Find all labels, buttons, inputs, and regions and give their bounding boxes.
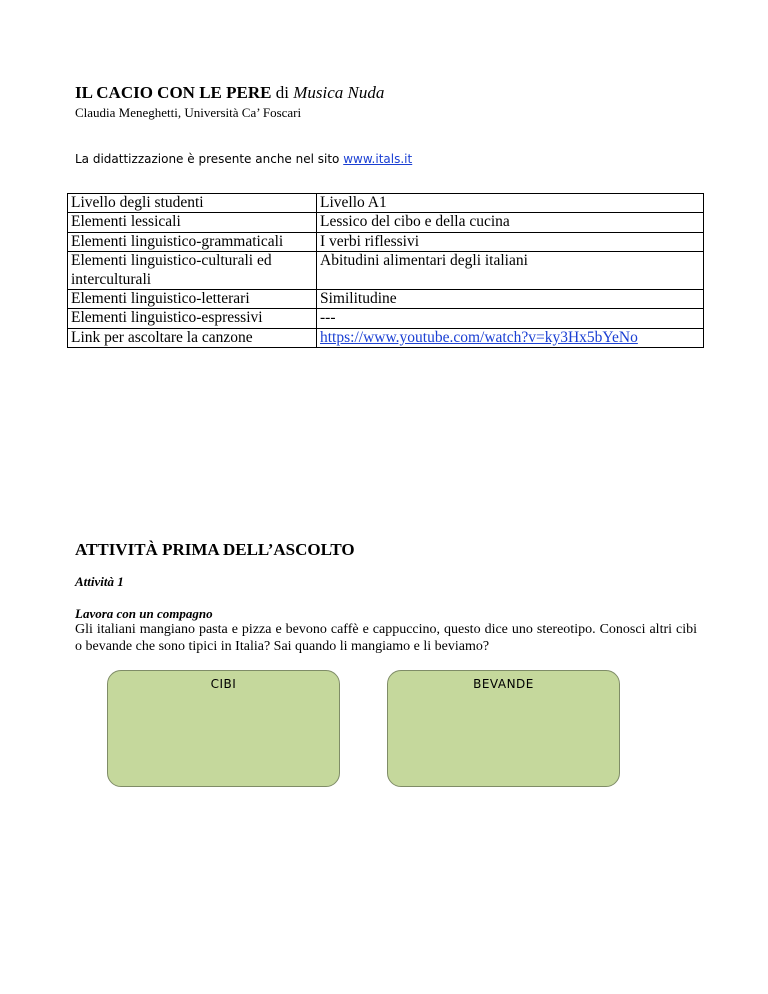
table-row bbox=[68, 290, 704, 309]
itals-link[interactable]: www.itals.it bbox=[343, 152, 413, 166]
site-note-text: La didattizzazione è presente anche nel sito bbox=[75, 152, 340, 166]
cibi-label: CIBI bbox=[210, 677, 237, 691]
info-table bbox=[67, 193, 704, 348]
row-label: Elementi linguistico-grammaticali bbox=[68, 232, 317, 251]
row-value bbox=[317, 328, 704, 347]
table-row bbox=[68, 232, 704, 251]
table-row bbox=[68, 213, 704, 232]
activity-label: Attività 1 bbox=[75, 574, 124, 589]
row-value: --- bbox=[317, 309, 704, 328]
row-value: Livello A1 bbox=[317, 194, 704, 213]
row-label: Elementi linguistico-espressivi bbox=[68, 309, 317, 328]
title-di: di bbox=[275, 83, 289, 102]
title-song: IL CACIO CON LE PERE bbox=[75, 83, 272, 102]
document-title bbox=[75, 83, 384, 103]
row-label: Elementi lessicali bbox=[68, 213, 317, 232]
cibi-box[interactable] bbox=[107, 670, 340, 787]
title-artist: Musica Nuda bbox=[293, 83, 385, 102]
site-note bbox=[75, 151, 412, 167]
bevande-box[interactable] bbox=[387, 670, 620, 787]
row-label: Elementi linguistico-letterari bbox=[68, 290, 317, 309]
row-value: Lessico del cibo e della cucina bbox=[317, 213, 704, 232]
row-label: Link per ascoltare la canzone bbox=[68, 328, 317, 347]
bevande-label: BEVANDE bbox=[473, 677, 534, 691]
row-value: Abitudini alimentari degli italiani bbox=[317, 252, 704, 290]
youtube-link[interactable]: https://www.youtube.com/watch?v=ky3Hx5bYeNo bbox=[320, 328, 638, 346]
activity-instruction: Lavora con un compagno bbox=[75, 606, 213, 621]
row-label: Livello degli studenti bbox=[68, 194, 317, 213]
table-row bbox=[68, 194, 704, 213]
row-value: I verbi riflessivi bbox=[317, 232, 704, 251]
table-row bbox=[68, 328, 704, 347]
table-row bbox=[68, 252, 704, 290]
activity-body: Gli italiani mangiano pasta e pizza e bevono caffè e cappuccino, questo dice uno stereotipo. Conosci altri cibi o bevande che sono tipici in Italia? Sai quando li mangiamo e li beviamo? bbox=[75, 622, 697, 654]
row-value: Similitudine bbox=[317, 290, 704, 309]
section-heading: ATTIVITÀ PRIMA DELL’ASCOLTO bbox=[75, 540, 355, 559]
row-label: Elementi linguistico-culturali ed interculturali bbox=[68, 252, 317, 290]
table-row bbox=[68, 309, 704, 328]
author-line: Claudia Meneghetti, Università Ca’ Foscari bbox=[75, 105, 302, 120]
